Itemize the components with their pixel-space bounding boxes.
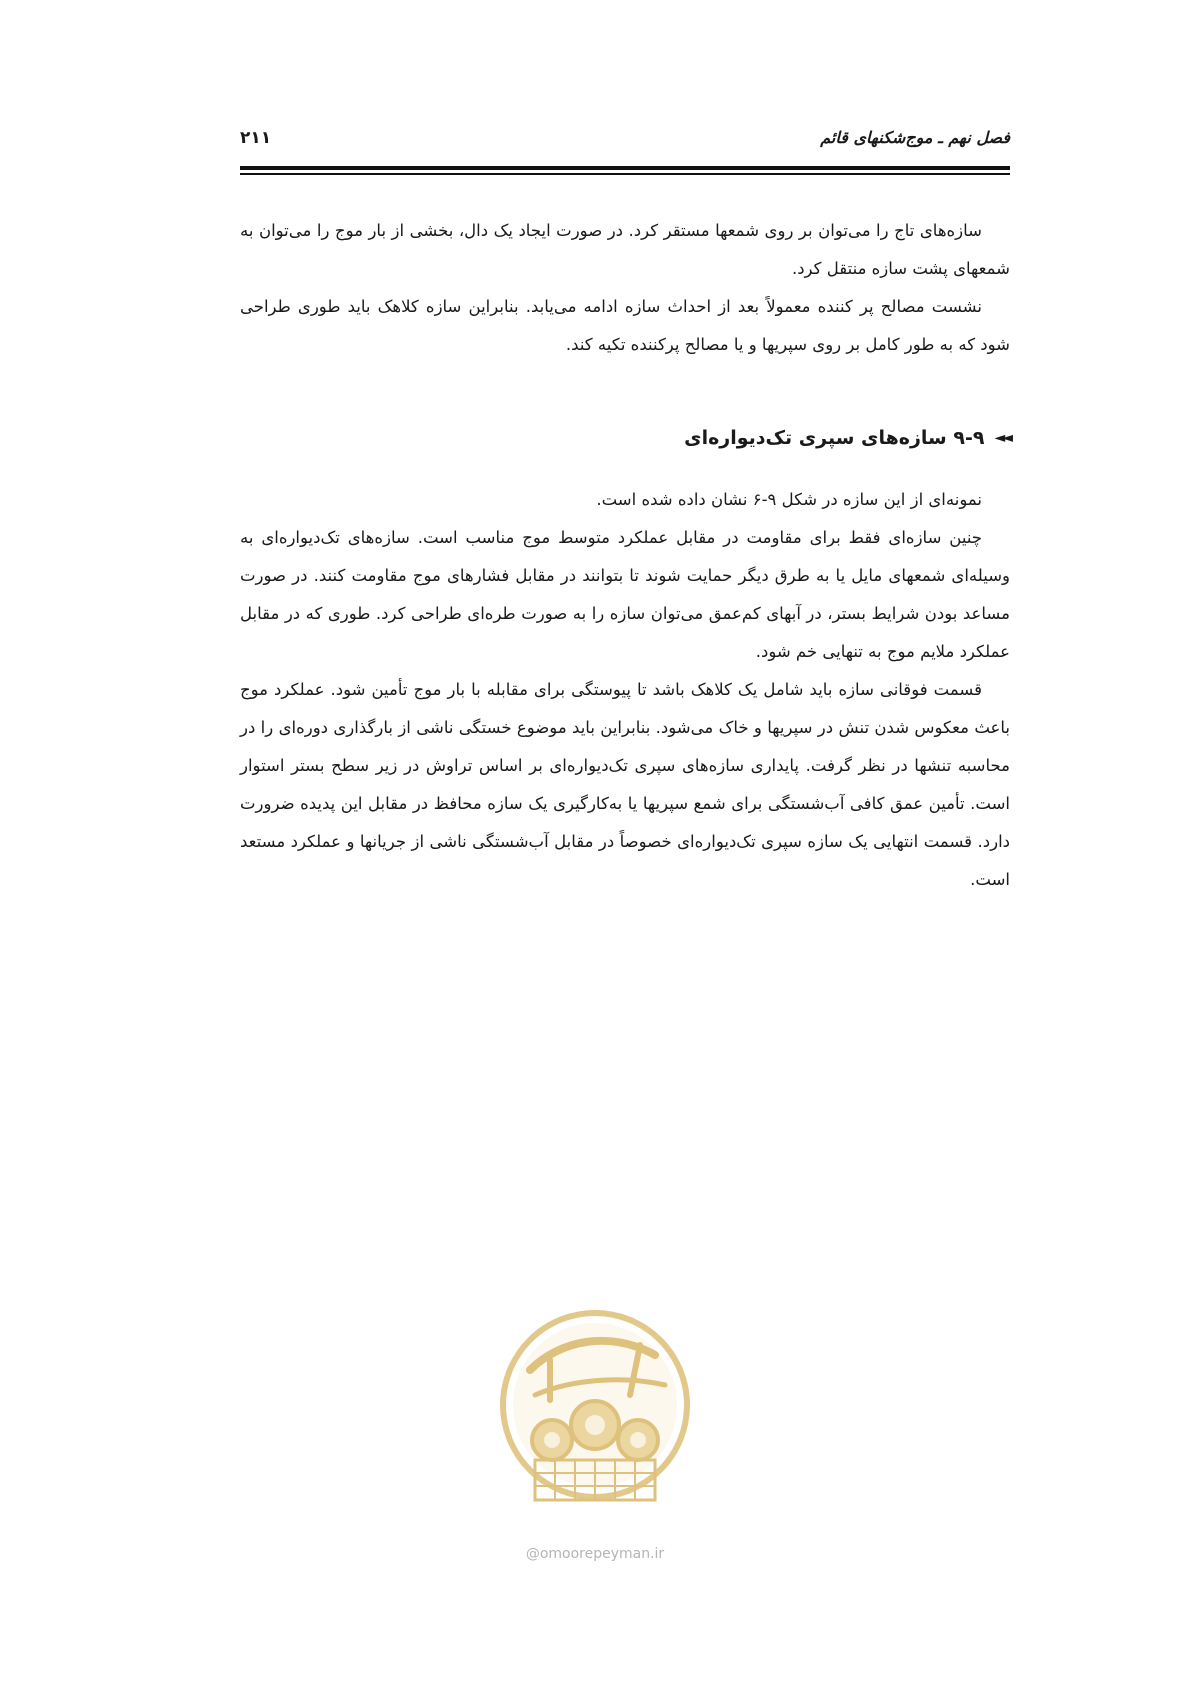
paragraph: سازه‌های تاج را می‌توان بر روی شمعها مستقر کرد. در صورت ایجاد یک دال، بخشی از بار موج را می‌توان به شمعهای پشت سازه منتقل کرد.	[240, 221, 1010, 278]
page-number: ۲۱۱	[240, 128, 272, 148]
paragraph: نشست مصالح پر کننده معمولاً بعد از احداث سازه ادامه می‌یابد. بنابراین سازه کلاهک باید طوری طراحی شود که به طور کامل بر روی سپریها و یا مصالح پرکننده تکیه کند.	[240, 297, 1010, 354]
section-heading	[240, 427, 1010, 449]
paragraph: قسمت فوقانی سازه باید شامل یک کلاهک باشد تا پیوستگی برای مقابله با بار موج تأمین شود. عملکرد موج باعث معکوس شدن تنش در سپریها و خاک می‌شود. بنابراین باید موضوع خستگی ناشی از بارگذاری دوره‌ای را در محاسبه تنشها در نظر گرفت. پایداری سازه‌های سپری تک‌دیواره‌ای بر اساس تراوش در زیر سطح بستر استوار است. تأمین عمق کافی آب‌شستگی برای شمع سپریها یا به‌کارگیری یک سازه محافظ در مقابل این پدیده ضرورت دارد. قسمت انتهایی یک سازه سپری تک‌دیواره‌ای خصوصاً در مقابل آب‌شستگی ناشی از جریانها و عملکرد مستعد است.	[240, 680, 1010, 889]
section-heading-text: ۹-۹ سازه‌های سپری تک‌دیواره‌ای	[684, 427, 985, 449]
header-rule-thick	[240, 166, 1010, 170]
paragraph: چنین سازه‌ای فقط برای مقاومت در مقابل عملکرد متوسط موج مناسب است. سازه‌های تک‌دیواره‌ای به وسیله‌ای شمعهای مایل یا به طرق دیگر حمایت شوند تا بتوانند در مقابل فشارهای موج مقاومت کنند. در صورت مساعد بودن شرایط بستر، در آبهای کم‌عمق می‌توان سازه را به صورت طره‌ای طراحی کرد. طوری که در مقابل عملکرد ملایم موج به تنهایی خم شود.	[240, 528, 1010, 661]
watermark-logo-icon	[490, 1300, 700, 1540]
double-arrow-icon: ◄◄	[994, 430, 1010, 446]
watermark	[490, 1300, 700, 1570]
header-rule-thin	[240, 173, 1010, 175]
paragraph: نمونه‌ای از این سازه در شکل ۹-۶ نشان داده شده است.	[596, 490, 982, 509]
section-text-block	[240, 481, 1010, 899]
intro-text-block	[240, 212, 1010, 364]
watermark-url: @omoorepeyman.ir	[525, 1546, 665, 1562]
chapter-title: فصل نهم ـ موج‌شکنهای قائم	[820, 128, 1010, 147]
running-header	[240, 128, 1010, 158]
